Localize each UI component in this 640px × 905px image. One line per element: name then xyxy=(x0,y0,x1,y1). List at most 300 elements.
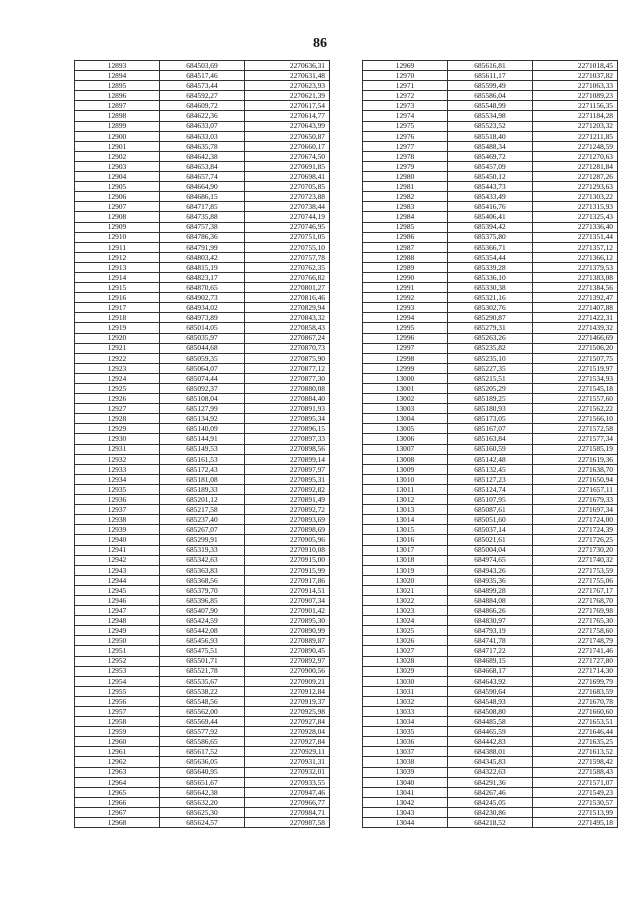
x-coordinate-cell: 685586,65 xyxy=(160,737,245,747)
table-row xyxy=(75,172,330,182)
table-row xyxy=(363,807,618,817)
y-coordinate-cell: 2270766,82 xyxy=(245,272,330,282)
point-number-cell: 12937 xyxy=(75,505,160,515)
table-row xyxy=(75,272,330,282)
table-row xyxy=(75,535,330,545)
table-row xyxy=(363,767,618,777)
x-coordinate-cell: 684633,03 xyxy=(160,131,245,141)
table-row xyxy=(363,818,618,828)
table-row xyxy=(363,212,618,222)
table-row xyxy=(363,626,618,636)
point-number-cell: 12901 xyxy=(75,141,160,151)
y-coordinate-cell: 2271588,43 xyxy=(533,767,618,777)
table-row xyxy=(75,444,330,454)
x-coordinate-cell: 684230,86 xyxy=(448,807,533,817)
point-number-cell: 12909 xyxy=(75,222,160,232)
point-number-cell: 12905 xyxy=(75,182,160,192)
y-coordinate-cell: 2271530,57 xyxy=(533,797,618,807)
point-number-cell: 13021 xyxy=(363,585,448,595)
x-coordinate-cell: 685189,25 xyxy=(448,394,533,404)
table-row xyxy=(363,333,618,343)
x-coordinate-cell: 684757,38 xyxy=(160,222,245,232)
x-coordinate-cell: 685642,38 xyxy=(160,787,245,797)
y-coordinate-cell: 2270801,27 xyxy=(245,283,330,293)
y-coordinate-cell: 2270907,34 xyxy=(245,595,330,605)
y-coordinate-cell: 2271325,43 xyxy=(533,212,618,222)
y-coordinate-cell: 2271383,08 xyxy=(533,272,618,282)
table-row xyxy=(75,666,330,676)
x-coordinate-cell: 684943,26 xyxy=(448,565,533,575)
table-row xyxy=(75,404,330,414)
y-coordinate-cell: 2271748,79 xyxy=(533,636,618,646)
point-number-cell: 12904 xyxy=(75,172,160,182)
point-number-cell: 12990 xyxy=(363,272,448,282)
point-number-cell: 12989 xyxy=(363,262,448,272)
y-coordinate-cell: 2271562,22 xyxy=(533,404,618,414)
point-number-cell: 13011 xyxy=(363,484,448,494)
x-coordinate-cell: 684590,64 xyxy=(448,686,533,696)
table-row xyxy=(75,717,330,727)
table-row xyxy=(75,192,330,202)
point-number-cell: 12932 xyxy=(75,454,160,464)
x-coordinate-cell: 685189,33 xyxy=(160,484,245,494)
table-row xyxy=(75,222,330,232)
y-coordinate-cell: 2271549,23 xyxy=(533,787,618,797)
point-number-cell: 13042 xyxy=(363,797,448,807)
point-number-cell: 12962 xyxy=(75,757,160,767)
point-number-cell: 12992 xyxy=(363,293,448,303)
x-coordinate-cell: 685321,16 xyxy=(448,293,533,303)
table-row xyxy=(75,373,330,383)
x-coordinate-cell: 685424,59 xyxy=(160,616,245,626)
y-coordinate-cell: 2270631,48 xyxy=(245,71,330,81)
x-coordinate-cell: 685433,49 xyxy=(448,192,533,202)
point-number-cell: 13025 xyxy=(363,626,448,636)
point-number-cell: 12929 xyxy=(75,424,160,434)
y-coordinate-cell: 2270843,32 xyxy=(245,313,330,323)
x-coordinate-cell: 684573,44 xyxy=(160,81,245,91)
table-row xyxy=(363,363,618,373)
x-coordinate-cell: 685014,05 xyxy=(160,323,245,333)
x-coordinate-cell: 685569,44 xyxy=(160,717,245,727)
table-row xyxy=(363,474,618,484)
point-number-cell: 12980 xyxy=(363,172,448,182)
table-row xyxy=(363,666,618,676)
point-number-cell: 13038 xyxy=(363,757,448,767)
x-coordinate-cell: 684899,28 xyxy=(448,585,533,595)
table-row xyxy=(363,323,618,333)
point-number-cell: 12894 xyxy=(75,71,160,81)
y-coordinate-cell: 2271506,20 xyxy=(533,343,618,353)
point-number-cell: 12896 xyxy=(75,91,160,101)
x-coordinate-cell: 685127,99 xyxy=(160,404,245,414)
table-row xyxy=(363,121,618,131)
y-coordinate-cell: 2271646,44 xyxy=(533,727,618,737)
page-number: 86 xyxy=(313,36,327,51)
x-coordinate-cell: 684830,97 xyxy=(448,616,533,626)
table-row xyxy=(363,182,618,192)
point-number-cell: 12930 xyxy=(75,434,160,444)
x-coordinate-cell: 685611,17 xyxy=(448,71,533,81)
table-row xyxy=(75,232,330,242)
point-number-cell: 12964 xyxy=(75,777,160,787)
y-coordinate-cell: 2270893,69 xyxy=(245,515,330,525)
y-coordinate-cell: 2270891,49 xyxy=(245,495,330,505)
point-number-cell: 12914 xyxy=(75,272,160,282)
y-coordinate-cell: 2271585,19 xyxy=(533,444,618,454)
x-coordinate-cell: 685235,82 xyxy=(448,343,533,353)
y-coordinate-cell: 2271566,10 xyxy=(533,414,618,424)
x-coordinate-cell: 685538,22 xyxy=(160,686,245,696)
x-coordinate-cell: 685134,92 xyxy=(160,414,245,424)
table-row xyxy=(75,131,330,141)
y-coordinate-cell: 2271384,56 xyxy=(533,283,618,293)
x-coordinate-cell: 685457,09 xyxy=(448,161,533,171)
point-number-cell: 12963 xyxy=(75,767,160,777)
x-coordinate-cell: 684815,19 xyxy=(160,262,245,272)
x-coordinate-cell: 685021,61 xyxy=(448,535,533,545)
y-coordinate-cell: 2271653,51 xyxy=(533,717,618,727)
point-number-cell: 12961 xyxy=(75,747,160,757)
y-coordinate-cell: 2271089,23 xyxy=(533,91,618,101)
y-coordinate-cell: 2271660,60 xyxy=(533,707,618,717)
y-coordinate-cell: 2270875,90 xyxy=(245,353,330,363)
y-coordinate-cell: 2270900,56 xyxy=(245,666,330,676)
y-coordinate-cell: 2271287,26 xyxy=(533,172,618,182)
table-row xyxy=(363,747,618,757)
x-coordinate-cell: 684642,38 xyxy=(160,151,245,161)
point-number-cell: 12997 xyxy=(363,343,448,353)
point-number-cell: 12976 xyxy=(363,131,448,141)
table-row xyxy=(363,353,618,363)
point-number-cell: 12966 xyxy=(75,797,160,807)
x-coordinate-cell: 685548,56 xyxy=(160,696,245,706)
point-number-cell: 12924 xyxy=(75,373,160,383)
point-number-cell: 13017 xyxy=(363,545,448,555)
table-row xyxy=(363,484,618,494)
y-coordinate-cell: 2271765,30 xyxy=(533,616,618,626)
y-coordinate-cell: 2271657,11 xyxy=(533,484,618,494)
table-row xyxy=(75,696,330,706)
table-row xyxy=(363,71,618,81)
x-coordinate-cell: 685074,44 xyxy=(160,373,245,383)
point-number-cell: 13033 xyxy=(363,707,448,717)
table-row xyxy=(363,444,618,454)
y-coordinate-cell: 2270927,84 xyxy=(245,717,330,727)
point-number-cell: 12994 xyxy=(363,313,448,323)
point-number-cell: 12977 xyxy=(363,141,448,151)
y-coordinate-cell: 2270929,11 xyxy=(245,747,330,757)
y-coordinate-cell: 2270858,43 xyxy=(245,323,330,333)
table-row xyxy=(75,111,330,121)
x-coordinate-cell: 685469,72 xyxy=(448,151,533,161)
table-row xyxy=(75,121,330,131)
point-number-cell: 13001 xyxy=(363,384,448,394)
x-coordinate-cell: 685368,56 xyxy=(160,575,245,585)
x-coordinate-cell: 685124,74 xyxy=(448,484,533,494)
y-coordinate-cell: 2270910,08 xyxy=(245,545,330,555)
y-coordinate-cell: 2271466,69 xyxy=(533,333,618,343)
table-row xyxy=(363,172,618,182)
x-coordinate-cell: 685267,07 xyxy=(160,525,245,535)
point-number-cell: 12941 xyxy=(75,545,160,555)
table-row xyxy=(75,797,330,807)
x-coordinate-cell: 684245,05 xyxy=(448,797,533,807)
table-row xyxy=(363,242,618,252)
y-coordinate-cell: 2270892,97 xyxy=(245,656,330,666)
table-row xyxy=(363,696,618,706)
point-number-cell: 12911 xyxy=(75,242,160,252)
table-row xyxy=(75,303,330,313)
point-number-cell: 13039 xyxy=(363,767,448,777)
y-coordinate-cell: 2271557,60 xyxy=(533,394,618,404)
y-coordinate-cell: 2271753,59 xyxy=(533,565,618,575)
table-row xyxy=(75,394,330,404)
table-row xyxy=(75,101,330,111)
y-coordinate-cell: 2271507,75 xyxy=(533,353,618,363)
table-row xyxy=(363,151,618,161)
y-coordinate-cell: 2270895,31 xyxy=(245,474,330,484)
table-row xyxy=(75,757,330,767)
table-row xyxy=(75,676,330,686)
y-coordinate-cell: 2271063,33 xyxy=(533,81,618,91)
y-coordinate-cell: 2270914,51 xyxy=(245,585,330,595)
point-number-cell: 13043 xyxy=(363,807,448,817)
y-coordinate-cell: 2271635,25 xyxy=(533,737,618,747)
x-coordinate-cell: 685064,07 xyxy=(160,363,245,373)
point-number-cell: 13040 xyxy=(363,777,448,787)
y-coordinate-cell: 2271755,06 xyxy=(533,575,618,585)
x-coordinate-cell: 684609,72 xyxy=(160,101,245,111)
y-coordinate-cell: 2271714,30 xyxy=(533,666,618,676)
y-coordinate-cell: 2270947,46 xyxy=(245,787,330,797)
y-coordinate-cell: 2270932,01 xyxy=(245,767,330,777)
x-coordinate-cell: 685625,30 xyxy=(160,807,245,817)
y-coordinate-cell: 2271018,45 xyxy=(533,61,618,71)
table-row xyxy=(363,464,618,474)
point-number-cell: 12903 xyxy=(75,161,160,171)
table-row xyxy=(75,525,330,535)
table-row xyxy=(363,131,618,141)
point-number-cell: 12912 xyxy=(75,252,160,262)
table-row xyxy=(75,81,330,91)
point-number-cell: 12899 xyxy=(75,121,160,131)
x-coordinate-cell: 684741,78 xyxy=(448,636,533,646)
point-number-cell: 12988 xyxy=(363,252,448,262)
point-number-cell: 13013 xyxy=(363,505,448,515)
x-coordinate-cell: 685302,76 xyxy=(448,303,533,313)
point-number-cell: 12949 xyxy=(75,626,160,636)
x-coordinate-cell: 684635,78 xyxy=(160,141,245,151)
point-number-cell: 12898 xyxy=(75,111,160,121)
point-number-cell: 12995 xyxy=(363,323,448,333)
point-number-cell: 12916 xyxy=(75,293,160,303)
point-number-cell: 12983 xyxy=(363,202,448,212)
point-number-cell: 13020 xyxy=(363,575,448,585)
table-row xyxy=(363,394,618,404)
point-number-cell: 13007 xyxy=(363,444,448,454)
x-coordinate-cell: 685330,38 xyxy=(448,283,533,293)
point-number-cell: 12900 xyxy=(75,131,160,141)
point-number-cell: 12908 xyxy=(75,212,160,222)
x-coordinate-cell: 685299,91 xyxy=(160,535,245,545)
table-row xyxy=(75,707,330,717)
y-coordinate-cell: 2270927,84 xyxy=(245,737,330,747)
point-number-cell: 12906 xyxy=(75,192,160,202)
y-coordinate-cell: 2270933,55 xyxy=(245,777,330,787)
y-coordinate-cell: 2270816,46 xyxy=(245,293,330,303)
table-row xyxy=(363,343,618,353)
x-coordinate-cell: 685163,84 xyxy=(448,434,533,444)
table-row xyxy=(363,646,618,656)
point-number-cell: 13009 xyxy=(363,464,448,474)
table-row xyxy=(363,101,618,111)
x-coordinate-cell: 685044,68 xyxy=(160,343,245,353)
x-coordinate-cell: 685132,45 xyxy=(448,464,533,474)
x-coordinate-cell: 685217,58 xyxy=(160,505,245,515)
y-coordinate-cell: 2271315,93 xyxy=(533,202,618,212)
point-number-cell: 12920 xyxy=(75,333,160,343)
point-number-cell: 12907 xyxy=(75,202,160,212)
point-number-cell: 13005 xyxy=(363,424,448,434)
x-coordinate-cell: 684717,22 xyxy=(448,646,533,656)
x-coordinate-cell: 685636,05 xyxy=(160,757,245,767)
point-number-cell: 13003 xyxy=(363,404,448,414)
y-coordinate-cell: 2270899,14 xyxy=(245,454,330,464)
table-row xyxy=(363,535,618,545)
point-number-cell: 12947 xyxy=(75,606,160,616)
y-coordinate-cell: 2271037,82 xyxy=(533,71,618,81)
table-row xyxy=(75,384,330,394)
x-coordinate-cell: 685548,99 xyxy=(448,101,533,111)
point-number-cell: 13035 xyxy=(363,727,448,737)
table-row xyxy=(75,353,330,363)
x-coordinate-cell: 685161,53 xyxy=(160,454,245,464)
table-row xyxy=(75,565,330,575)
y-coordinate-cell: 2271513,99 xyxy=(533,807,618,817)
y-coordinate-cell: 2271336,40 xyxy=(533,222,618,232)
point-number-cell: 12895 xyxy=(75,81,160,91)
y-coordinate-cell: 2270891,93 xyxy=(245,404,330,414)
point-number-cell: 13029 xyxy=(363,666,448,676)
y-coordinate-cell: 2271211,85 xyxy=(533,131,618,141)
y-coordinate-cell: 2271724,00 xyxy=(533,515,618,525)
y-coordinate-cell: 2270889,87 xyxy=(245,636,330,646)
y-coordinate-cell: 2271392,47 xyxy=(533,293,618,303)
y-coordinate-cell: 2271407,88 xyxy=(533,303,618,313)
point-number-cell: 12984 xyxy=(363,212,448,222)
x-coordinate-cell: 685394,42 xyxy=(448,222,533,232)
table-row xyxy=(363,414,618,424)
point-number-cell: 12921 xyxy=(75,343,160,353)
x-coordinate-cell: 685180,93 xyxy=(448,404,533,414)
point-number-cell: 12958 xyxy=(75,717,160,727)
x-coordinate-cell: 685406,41 xyxy=(448,212,533,222)
table-row xyxy=(363,495,618,505)
point-number-cell: 12944 xyxy=(75,575,160,585)
y-coordinate-cell: 2270898,69 xyxy=(245,525,330,535)
x-coordinate-cell: 684643,92 xyxy=(448,676,533,686)
table-row xyxy=(75,252,330,262)
y-coordinate-cell: 2270895,34 xyxy=(245,414,330,424)
table-row xyxy=(363,161,618,171)
point-number-cell: 12926 xyxy=(75,394,160,404)
y-coordinate-cell: 2271303,22 xyxy=(533,192,618,202)
point-number-cell: 12953 xyxy=(75,666,160,676)
table-row xyxy=(363,454,618,464)
point-number-cell: 13044 xyxy=(363,818,448,828)
y-coordinate-cell: 2270912,84 xyxy=(245,686,330,696)
y-coordinate-cell: 2270643,99 xyxy=(245,121,330,131)
table-row xyxy=(75,807,330,817)
point-number-cell: 12928 xyxy=(75,414,160,424)
y-coordinate-cell: 2270738,44 xyxy=(245,202,330,212)
x-coordinate-cell: 685127,23 xyxy=(448,474,533,484)
table-row xyxy=(363,585,618,595)
y-coordinate-cell: 2271351,44 xyxy=(533,232,618,242)
point-number-cell: 12897 xyxy=(75,101,160,111)
point-number-cell: 12950 xyxy=(75,636,160,646)
y-coordinate-cell: 2271699,79 xyxy=(533,676,618,686)
y-coordinate-cell: 2270751,05 xyxy=(245,232,330,242)
table-row xyxy=(75,363,330,373)
x-coordinate-cell: 684485,58 xyxy=(448,717,533,727)
table-row xyxy=(75,787,330,797)
table-row xyxy=(75,414,330,424)
table-row xyxy=(75,656,330,666)
x-coordinate-cell: 684803,42 xyxy=(160,252,245,262)
y-coordinate-cell: 2270905,96 xyxy=(245,535,330,545)
y-coordinate-cell: 2270650,87 xyxy=(245,131,330,141)
coordinates-table-left xyxy=(74,60,330,828)
table-row xyxy=(363,192,618,202)
x-coordinate-cell: 684622,36 xyxy=(160,111,245,121)
x-coordinate-cell: 684866,26 xyxy=(448,606,533,616)
point-number-cell: 12942 xyxy=(75,555,160,565)
y-coordinate-cell: 2270895,30 xyxy=(245,616,330,626)
x-coordinate-cell: 685149,53 xyxy=(160,444,245,454)
table-row xyxy=(75,555,330,565)
y-coordinate-cell: 2271768,70 xyxy=(533,595,618,605)
x-coordinate-cell: 684503,69 xyxy=(160,61,245,71)
x-coordinate-cell: 685651,67 xyxy=(160,777,245,787)
y-coordinate-cell: 2270755,10 xyxy=(245,242,330,252)
y-coordinate-cell: 2271281,84 xyxy=(533,161,618,171)
point-number-cell: 12991 xyxy=(363,283,448,293)
table-row xyxy=(363,707,618,717)
table-row xyxy=(75,454,330,464)
x-coordinate-cell: 685577,92 xyxy=(160,727,245,737)
x-coordinate-cell: 685215,51 xyxy=(448,373,533,383)
point-number-cell: 13023 xyxy=(363,606,448,616)
point-number-cell: 12957 xyxy=(75,707,160,717)
point-number-cell: 12960 xyxy=(75,737,160,747)
y-coordinate-cell: 2271727,80 xyxy=(533,656,618,666)
point-number-cell: 12998 xyxy=(363,353,448,363)
point-number-cell: 12902 xyxy=(75,151,160,161)
point-number-cell: 12959 xyxy=(75,727,160,737)
y-coordinate-cell: 2270636,31 xyxy=(245,61,330,71)
point-number-cell: 13027 xyxy=(363,646,448,656)
point-number-cell: 13016 xyxy=(363,535,448,545)
x-coordinate-cell: 685004,04 xyxy=(448,545,533,555)
y-coordinate-cell: 2271379,53 xyxy=(533,262,618,272)
x-coordinate-cell: 685535,67 xyxy=(160,676,245,686)
x-coordinate-cell: 684442,83 xyxy=(448,737,533,747)
x-coordinate-cell: 685366,71 xyxy=(448,242,533,252)
y-coordinate-cell: 2271758,60 xyxy=(533,626,618,636)
point-number-cell: 13032 xyxy=(363,696,448,706)
